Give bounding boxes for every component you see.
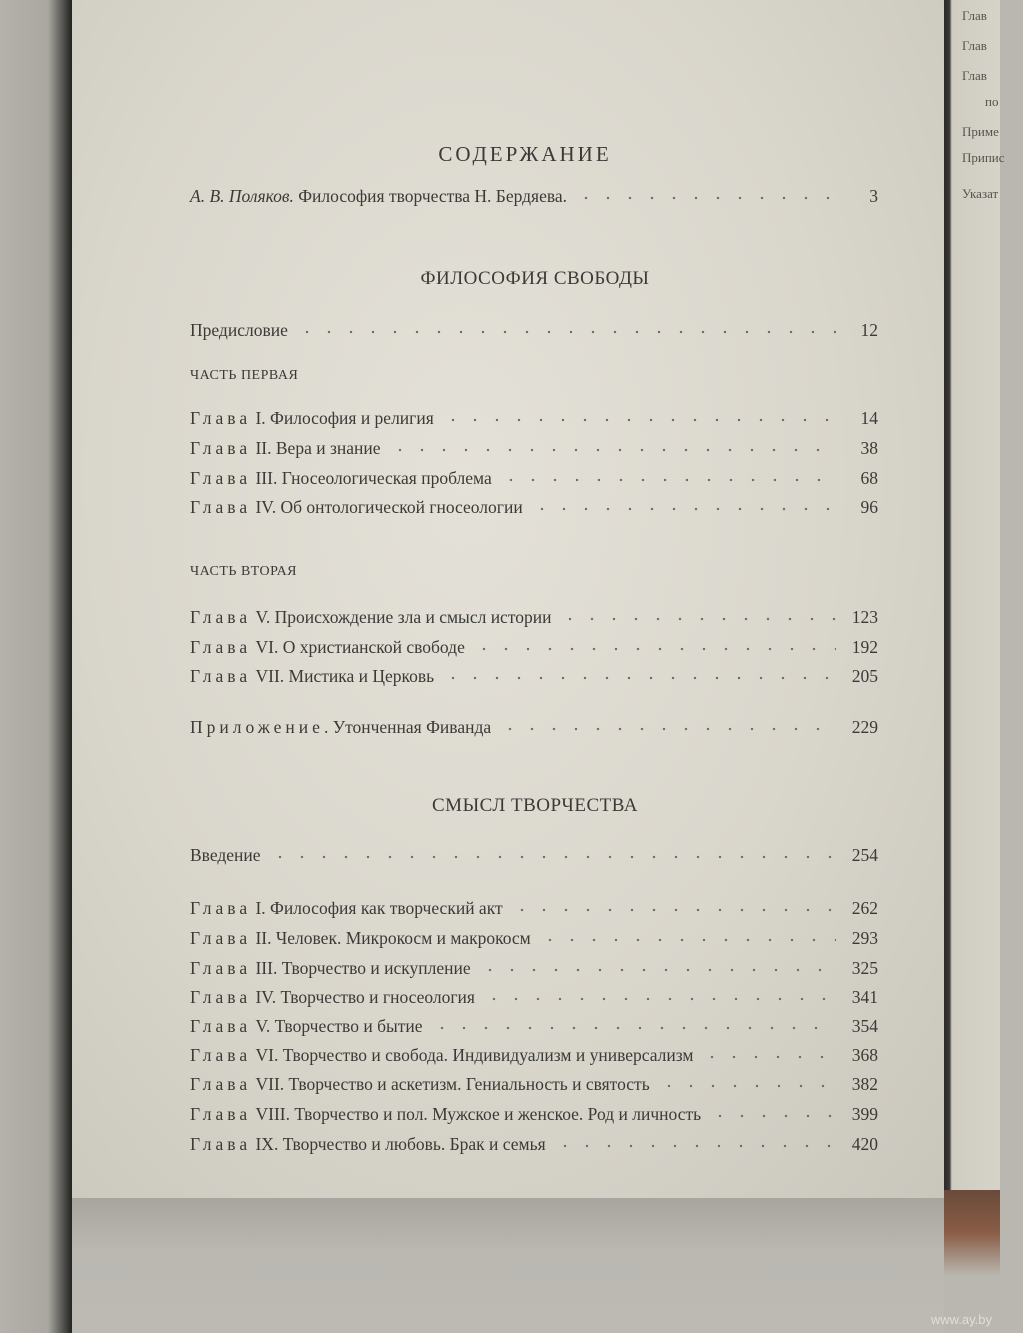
dot-leader — [559, 617, 836, 621]
dot-leader — [554, 1144, 836, 1148]
dot-leader — [701, 1055, 836, 1059]
dot-leader — [473, 647, 836, 651]
page-number: 254 — [851, 845, 878, 865]
entry-label: Глава V. Происхождение зла и смысл истории — [190, 607, 552, 627]
entry-label: Предисловие — [190, 320, 288, 340]
page-number: 354 — [851, 1016, 878, 1036]
entry-label: Приложение. Утонченная Фиванда — [190, 717, 492, 737]
page-number: 205 — [851, 666, 878, 686]
part-heading: ЧАСТЬ ПЕРВАЯ — [190, 368, 299, 383]
entry-label: Глава IV. Об онтологической гносеологии — [190, 497, 523, 517]
entry-label — [190, 186, 567, 207]
toc-entry — [190, 1134, 878, 1158]
dot-leader — [511, 908, 836, 912]
dot-leader — [531, 507, 836, 511]
entry-label: Глава II. Вера и знание — [190, 438, 381, 458]
page-number: 3 — [869, 186, 878, 206]
toc-entry-intro — [190, 186, 878, 210]
page-number: 12 — [860, 320, 878, 340]
part-heading: ЧАСТЬ ВТОРАЯ — [190, 564, 298, 579]
dot-leader — [500, 478, 836, 482]
entry-label: Глава VI. Творчество и свобода. Индивидуализм и универсализм — [190, 1045, 694, 1065]
page-number: 262 — [851, 898, 878, 918]
entry-title: Философия творчества Н. Бердяева. — [298, 186, 568, 206]
entry-label: Глава V. Творчество и бытие — [190, 1016, 423, 1036]
toc-entry — [190, 666, 878, 690]
dot-leader — [483, 997, 836, 1001]
toc-title: СОДЕРЖАНИЕ — [438, 142, 612, 166]
toc-entry — [190, 1045, 878, 1069]
facing-page-fragment: Припис — [962, 150, 1005, 165]
entry-label: Глава III. Гносеологическая проблема — [190, 468, 492, 488]
toc-entry — [190, 408, 878, 432]
entry-label: Глава I. Философия и религия — [190, 408, 434, 428]
page-number: 14 — [860, 408, 878, 428]
book-gutter-shadow — [0, 0, 80, 1333]
toc-entry — [190, 468, 878, 492]
facing-page-fragment: Указат — [962, 186, 999, 201]
toc-entry-introduction — [190, 845, 878, 869]
section-heading: ФИЛОСОФИЯ СВОБОДЫ — [420, 268, 650, 289]
entry-label: Глава VII. Мистика и Церковь — [190, 666, 435, 686]
entry-label: Глава III. Творчество и искупление — [190, 958, 471, 978]
toc-entry — [190, 1104, 878, 1128]
entry-label: Введение — [190, 845, 261, 865]
entry-label: Глава IX. Творчество и любовь. Брак и семья — [190, 1134, 546, 1154]
dot-leader — [442, 676, 836, 680]
dot-leader — [296, 330, 836, 334]
facing-page-fragment: Глав — [962, 68, 987, 83]
dot-leader — [479, 968, 836, 972]
toc-entry — [190, 1074, 878, 1098]
dot-leader — [431, 1026, 836, 1030]
entry-label: Глава I. Философия как творческий акт — [190, 898, 503, 918]
page-number: 325 — [851, 958, 878, 978]
dot-leader — [539, 938, 836, 942]
facing-page-fragment: Глав — [962, 8, 987, 23]
toc-entry-preface — [190, 320, 878, 344]
entry-label: Глава II. Человек. Микрокосм и макрокосм — [190, 928, 531, 948]
facing-page-fragment: Глав — [962, 38, 987, 53]
toc-entry — [190, 438, 878, 462]
dot-leader — [709, 1114, 836, 1118]
watermark: www.ay.by — [930, 1312, 992, 1327]
toc-entry — [190, 1016, 878, 1040]
dot-leader — [499, 727, 836, 731]
facing-page-fragment: по — [985, 94, 999, 109]
entry-label: Глава VIII. Творчество и пол. Мужское и женское. Род и личность — [190, 1104, 702, 1124]
dot-leader — [575, 196, 836, 200]
page-number: 293 — [851, 928, 878, 948]
page-number: 341 — [851, 987, 878, 1007]
page-number: 192 — [851, 637, 878, 657]
page-number: 123 — [851, 607, 878, 627]
dot-leader — [442, 418, 836, 422]
toc-entry — [190, 607, 878, 631]
entry-label: Глава VI. О христианской свободе — [190, 637, 465, 657]
toc-entry — [190, 637, 878, 661]
toc-entry — [190, 958, 878, 982]
facing-page-fragment: Приме — [962, 124, 999, 139]
section-heading: СМЫСЛ ТВОРЧЕСТВА — [432, 795, 638, 816]
page-number: 382 — [851, 1074, 878, 1094]
dot-leader — [389, 448, 836, 452]
page-number: 96 — [860, 497, 878, 517]
toc-entry — [190, 898, 878, 922]
toc-entry — [190, 928, 878, 952]
entry-label: Глава IV. Творчество и гносеология — [190, 987, 475, 1007]
page-number: 420 — [851, 1134, 878, 1154]
entry-label: Глава VII. Творчество и аскетизм. Гениальность и святость — [190, 1074, 650, 1094]
toc-entry-appendix — [190, 717, 878, 741]
page-number: 229 — [851, 717, 878, 737]
page-number: 399 — [851, 1104, 878, 1124]
toc-entry — [190, 497, 878, 521]
page-number: 68 — [860, 468, 878, 488]
page-number: 38 — [860, 438, 878, 458]
entry-author: А. В. Поляков. — [190, 186, 294, 206]
dot-leader — [658, 1084, 836, 1088]
page-number: 368 — [851, 1045, 878, 1065]
page-bottom-shadow — [72, 1198, 944, 1333]
toc-entry — [190, 987, 878, 1011]
dot-leader — [269, 855, 836, 859]
